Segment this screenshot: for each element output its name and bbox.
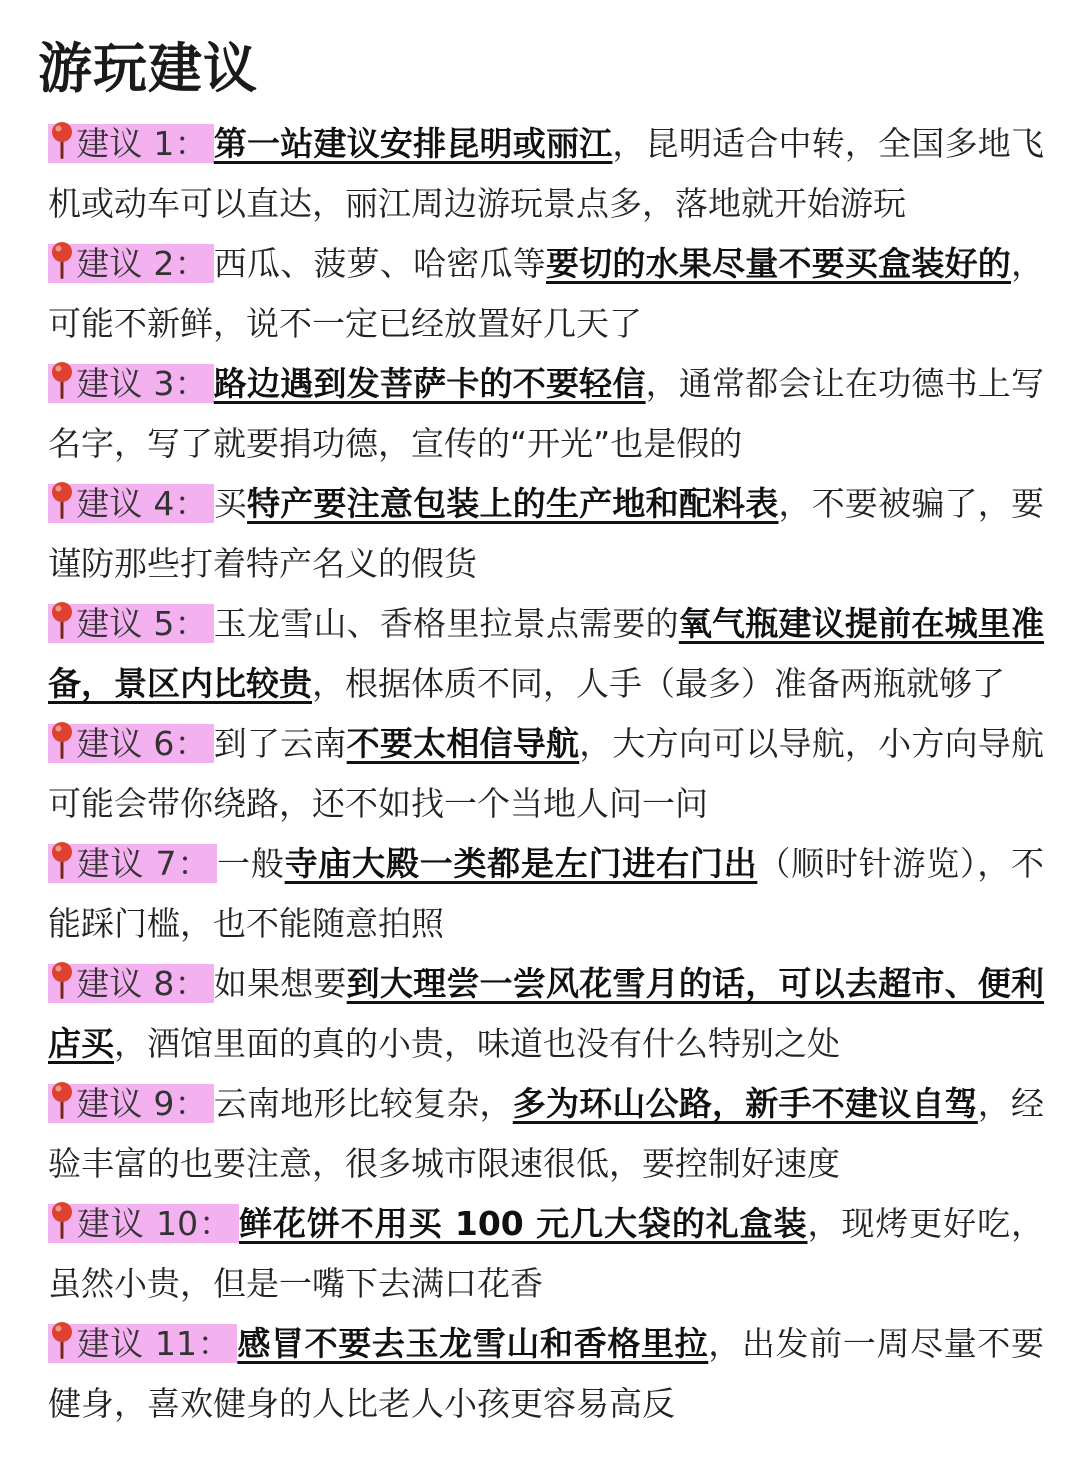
tip-item — [48, 474, 1044, 594]
tip-text: ，根据体质不同，人手（最多）准备两瓶就够了 — [312, 664, 1005, 703]
tip-highlight-text: 到大理尝一尝风花雪月的话，可以去超市、便利店买 — [48, 964, 1045, 1063]
tip-item — [48, 954, 1044, 1074]
tip-highlight-text: 第一站建议安排昆明或丽江 — [213, 124, 613, 163]
pushpin-icon — [50, 121, 74, 161]
tip-label-text: 建议 11： — [76, 1324, 232, 1363]
tip-label-text: 建议 7： — [76, 844, 212, 883]
tip-text: 买 — [213, 484, 248, 523]
pushpin-icon — [50, 721, 74, 761]
tip-highlight-text: 多为环山公路，新手不建议自驾 — [512, 1084, 978, 1123]
tip-text: 到了云南 — [213, 724, 347, 763]
tip-text: 玉龙雪山、香格里拉景点需要的 — [213, 604, 679, 643]
tip-label — [48, 964, 214, 1003]
tip-text: ，通常都会让在功德书上写名字，写了就要捐功德，宣传的“开光”也是假的 — [48, 364, 1045, 463]
tips-list — [48, 114, 1044, 1434]
tip-item — [48, 1194, 1044, 1314]
tip-label-text: 建议 3： — [76, 364, 208, 403]
tip-label — [48, 604, 214, 643]
tip-item — [48, 1074, 1044, 1194]
pushpin-icon — [50, 361, 74, 401]
tip-item — [48, 834, 1044, 954]
tip-label — [48, 724, 214, 763]
tip-text: ，现烤更好吃，虽然小贵，但是一嘴下去满口花香 — [48, 1204, 1044, 1303]
tip-label-text: 建议 1： — [76, 124, 208, 163]
tip-label-text: 建议 6： — [76, 724, 208, 763]
tip-text: ，大方向可以导航，小方向导航可能会带你绕路，还不如找一个当地人问一问 — [48, 724, 1045, 823]
pushpin-icon — [50, 841, 74, 881]
tip-text: ，不要被骗了，要谨防那些打着特产名义的假货 — [48, 484, 1045, 583]
tip-item — [48, 234, 1044, 354]
tip-text: 西瓜、菠萝、哈密瓜等 — [213, 244, 546, 283]
tip-item — [48, 354, 1044, 474]
tip-text: ，昆明适合中转，全国多地飞机或动车可以直达，丽江周边游玩景点多，落地就开始游玩 — [48, 124, 1045, 223]
tip-text: 云南地形比较复杂， — [213, 1084, 513, 1123]
pushpin-icon — [50, 241, 74, 281]
tip-label-text: 建议 2： — [76, 244, 208, 283]
tip-label-text: 建议 5： — [76, 604, 208, 643]
pushpin-icon — [50, 1081, 74, 1121]
tip-label — [48, 244, 214, 283]
tip-label-text: 建议 8： — [76, 964, 208, 1003]
tip-highlight-text: 要切的水果尽量不要买盒装好的 — [545, 244, 1012, 283]
tip-label — [48, 844, 217, 883]
pushpin-icon — [50, 481, 74, 521]
tip-label — [48, 1324, 237, 1363]
tip-text: （顺时针游览），不能踩门槛，也不能随意拍照 — [48, 844, 1045, 943]
tip-highlight-text: 寺庙大殿一类都是左门进右门出 — [284, 844, 758, 883]
pushpin-icon — [50, 601, 74, 641]
tip-highlight-text: 路边遇到发菩萨卡的不要轻信 — [213, 364, 646, 403]
tip-item — [48, 594, 1044, 714]
tip-text: ，出发前一周尽量不要健身，喜欢健身的人比老人小孩更容易高反 — [48, 1324, 1045, 1423]
tip-highlight-text: 特产要注意包装上的生产地和配料表 — [247, 484, 779, 523]
tip-label — [48, 364, 214, 403]
tip-text: ，经验丰富的也要注意，很多城市限速很低，要控制好速度 — [48, 1084, 1045, 1183]
tip-item — [48, 114, 1044, 234]
tip-text: ，可能不新鲜，说不一定已经放置好几天了 — [48, 244, 1045, 343]
tip-highlight-text: 鲜花饼不用买 100 元几大袋的礼盒装 — [238, 1204, 808, 1243]
tip-item — [48, 714, 1044, 834]
tip-label — [48, 124, 214, 163]
pushpin-icon — [50, 1321, 74, 1361]
tip-highlight-text: 感冒不要去玉龙雪山和香格里拉 — [237, 1324, 709, 1363]
page-title: 游玩建议 — [38, 37, 258, 100]
tip-text: 一般 — [217, 844, 285, 883]
tip-highlight-text: 氧气瓶建议提前在城里准备，景区内比较贵 — [48, 604, 1045, 703]
tip-item — [48, 1314, 1044, 1434]
tip-text: 如果想要 — [213, 964, 347, 1003]
tip-label — [48, 1084, 214, 1123]
pushpin-icon — [50, 961, 74, 1001]
tip-text: ，酒馆里面的真的小贵，味道也没有什么特别之处 — [114, 1024, 840, 1063]
pushpin-icon — [50, 1201, 74, 1241]
tip-label-text: 建议 4： — [76, 484, 208, 523]
tip-label-text: 建议 10： — [76, 1204, 233, 1243]
tip-label-text: 建议 9： — [76, 1084, 208, 1123]
tip-label — [48, 484, 214, 523]
tip-highlight-text: 不要太相信导航 — [346, 724, 580, 763]
tip-label — [48, 1204, 239, 1243]
